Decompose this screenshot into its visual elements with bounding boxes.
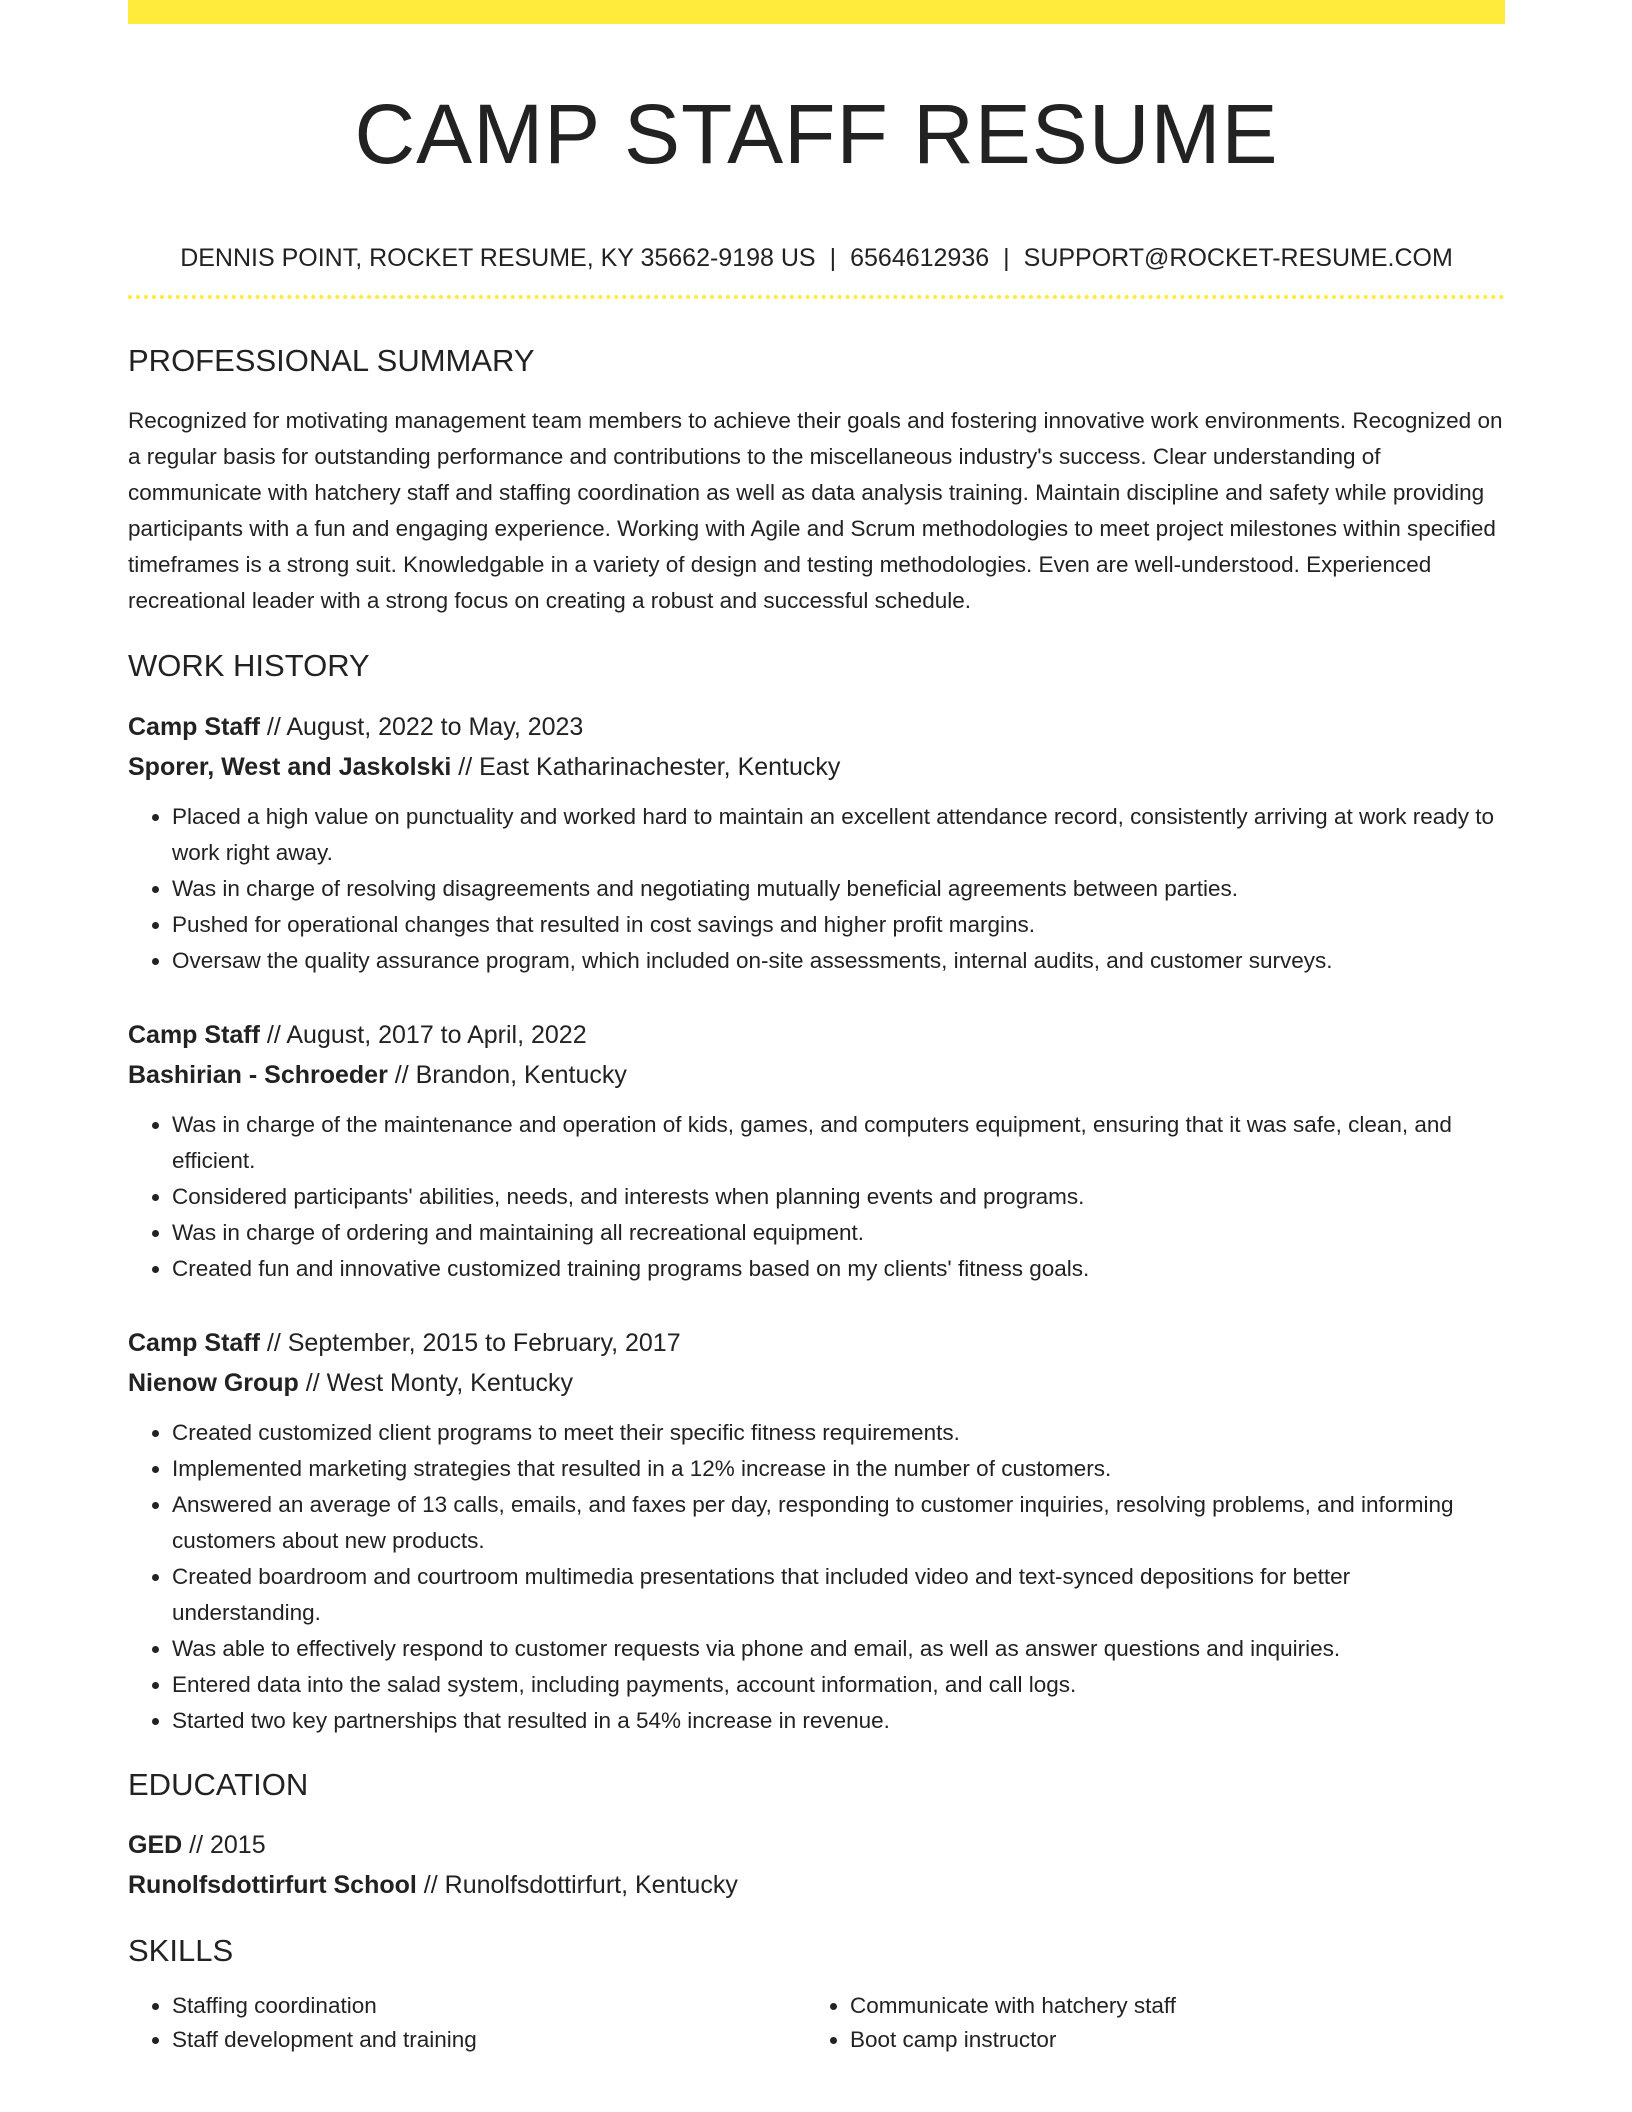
list-item: • Entered data into the salad system, including payments, account information, and call logs. <box>172 1667 1505 1703</box>
accent-bar <box>128 0 1505 24</box>
education-school: Runolfsdottirfurt School <box>128 1871 417 1899</box>
job-company-line <box>128 747 1505 787</box>
page-title: CAMP STAFF RESUME <box>354 87 1279 181</box>
list-item: • Implemented marketing strategies that resulted in a 12% increase in the number of customers. <box>172 1451 1505 1487</box>
list-item: • Oversaw the quality assurance program, which included on-site assessments, internal audits, and customer surveys. <box>172 943 1505 979</box>
contact-separator: | <box>829 244 837 272</box>
job-location: // Brandon, Kentucky <box>394 1061 627 1089</box>
job-entry <box>128 707 1505 979</box>
job-company: Bashirian - Schroeder <box>128 1061 388 1089</box>
education-degree-line <box>128 1825 1505 1865</box>
education-location: // Runolfsdottirfurt, Kentucky <box>423 1871 738 1899</box>
job-bullets <box>128 1107 1505 1287</box>
job-role-line <box>128 1323 1505 1363</box>
education-school-line <box>128 1865 1505 1905</box>
job-company-line <box>128 1363 1505 1403</box>
job-bullets <box>128 1415 1505 1739</box>
skills-list <box>128 1989 1505 2057</box>
contact-address: DENNIS POINT, ROCKET RESUME, KY 35662-9198 US <box>180 244 816 272</box>
summary-heading: PROFESSIONAL SUMMARY <box>128 343 535 378</box>
resume-page <box>128 0 1505 2057</box>
summary-text: Recognized for motivating management team members to achieve their goals and fostering innovative work environments. Recognized on a regular basis for outstanding performance and contributions to the miscellaneous industry's success. Clear understanding of communicate with hatchery staff and staffing coordination as well as data analysis training. Maintain discipline and safety while providing participants with a fun and engaging experience. Working with Agile and Scrum methodologies to meet project milestones within specified timeframes is a strong suit. Knowledgable in a variety of design and testing methodologies. Even are well-understood. Experienced recreational leader with a strong focus on creating a robust and successful schedule. <box>128 408 1503 613</box>
job-entry <box>128 1015 1505 1287</box>
job-entry <box>128 1323 1505 1739</box>
education-year: // 2015 <box>189 1831 266 1859</box>
education-entry <box>128 1825 1505 1905</box>
job-dates: // August, 2017 to April, 2022 <box>266 1021 587 1049</box>
job-company: Nienow Group <box>128 1369 299 1397</box>
education-heading: EDUCATION <box>128 1767 309 1802</box>
job-dates: // August, 2022 to May, 2023 <box>266 713 584 741</box>
contact-separator: | <box>1003 244 1010 272</box>
list-item: • Created customized client programs to meet their specific fitness requirements. <box>172 1415 1505 1451</box>
list-item: • Pushed for operational changes that resulted in cost savings and higher profit margins. <box>172 907 1505 943</box>
list-item: • Considered participants' abilities, needs, and interests when planning events and programs. <box>172 1179 1505 1215</box>
list-item: • Boot camp instructor <box>850 2023 1484 2057</box>
contact-line <box>128 242 1505 274</box>
list-item: • Created fun and innovative customized training programs based on my clients' fitness goals. <box>172 1251 1505 1287</box>
list-item: • Was in charge of resolving disagreements and negotiating mutually beneficial agreements between parties. <box>172 871 1505 907</box>
contact-email[interactable]: SUPPORT@ROCKET-RESUME.COM <box>1023 244 1453 272</box>
job-role-line <box>128 1015 1505 1055</box>
list-item: • Was in charge of the maintenance and operation of kids, games, and computers equipment, ensuring that it was safe, clean, and efficient. <box>172 1107 1505 1179</box>
list-item: • Started two key partnerships that resulted in a 54% increase in revenue. <box>172 1703 1505 1739</box>
work-history-heading: WORK HISTORY <box>128 648 370 683</box>
job-company: Sporer, West and Jaskolski <box>128 753 452 781</box>
skills-column-left <box>128 1989 806 2057</box>
job-bullets <box>128 799 1505 979</box>
list-item: • Communicate with hatchery staff <box>850 1989 1484 2023</box>
job-company-line <box>128 1055 1505 1095</box>
job-location: // West Monty, Kentucky <box>305 1369 574 1397</box>
education-degree: GED <box>128 1831 183 1859</box>
list-item: • Placed a high value on punctuality and worked hard to maintain an excellent attendance record, consistently arriving at work ready to work right away. <box>172 799 1505 871</box>
job-role: Camp Staff <box>128 1329 260 1357</box>
job-role: Camp Staff <box>128 713 260 741</box>
skills-column-right <box>806 1989 1484 2057</box>
dotted-divider <box>128 295 1505 299</box>
job-role-line <box>128 707 1505 747</box>
job-role: Camp Staff <box>128 1021 260 1049</box>
list-item: • Created boardroom and courtroom multimedia presentations that included video and text-synced depositions for better understanding. <box>172 1559 1505 1631</box>
job-location: // East Katharinachester, Kentucky <box>458 753 841 781</box>
list-item: • Was in charge of ordering and maintaining all recreational equipment. <box>172 1215 1505 1251</box>
skills-heading: SKILLS <box>128 1933 234 1968</box>
list-item: • Staff development and training <box>172 2023 806 2057</box>
contact-phone: 6564612936 <box>850 244 990 272</box>
list-item: • Was able to effectively respond to customer requests via phone and email, as well as answer questions and inquiries. <box>172 1631 1505 1667</box>
job-dates: // September, 2015 to February, 2017 <box>266 1329 681 1357</box>
list-item: • Answered an average of 13 calls, emails, and faxes per day, responding to customer inquiries, resolving problems, and informing customers about new products. <box>172 1487 1505 1559</box>
list-item: • Staffing coordination <box>172 1989 806 2023</box>
